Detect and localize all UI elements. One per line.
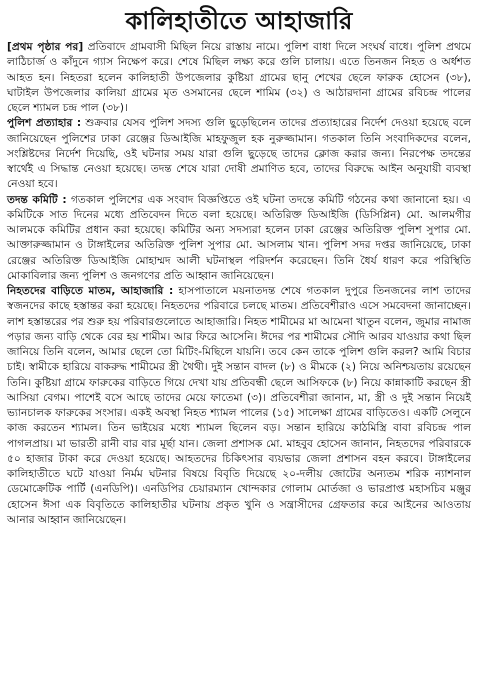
paragraph-mourning [7,284,471,528]
paragraph-text: হাসপাতালে ময়নাতদন্ত শেষে গতকাল দুপুরে তিনজনের লাশ তাদের স্বজনদের কাছে হস্তান্তর করা হয়েছে। নিহতদের পরিবারে চলছে মাতম। প্রতিবেশীরাও এসে সমবেদনা জানাচ্ছেন। লাশ হস্তান্তরের পর শুরু হয় পরিবারগুলোতে আহাজারি। নিহত শামীমের মা আমেনা খাতুন বলেন, জুমার নামাজ পড়ার জন্য বাড়ি থেকে বের হয় শামীম। আর ফিরে আসেনি। ঈদের পর শামীমের সৌদি আরব যাওয়ার কথা ছিল জানিয়ে তিনি বলেন, আমার ছেলে তো মিটিং-মিছিলে যায়নি। তবে কেন তাকে পুলিশ গুলি করল? আমি বিচার চাই। স্বামীকে হারিয়ে বাকরুদ্ধ শামীমের স্ত্রী থৈথী। দুই সন্তান বাদল (৮) ও মীমকে (২) নিয়ে অনিশ্চয়তায় রয়েছেন তিনি। কুষ্টিয়া গ্রামে ফারুকের বাড়িতে গিয়ে দেখা যায় প্রতিবন্ধী ছেলে আসিফকে (৮) নিয়ে কান্নাকাটি করছেন স্ত্রী আসিয়া বেগম। পাশেই বসে আছে তাদের মেয়ে ফাতেমা (৩)। প্রতিবেশীরা জানান, মা, স্ত্রী ও দুই সন্তান নিয়েই ভ্যানচালক ফারুকের সংসার। একই অবস্থা নিহত শ্যামল পালের (১৫) সালেক্ষা গ্রামের বাড়িতেও। একটি সেলুনে কাজ করতেন শ্যামল। তিন ভাইয়ের মধ্যে শ্যামল ছিলেন বড়। সন্তান হারিয়ে কাঠমিস্ত্রি বাবা রবিচন্দ্র পাল পাগলপ্রায়। মা ভারতী রানী বার বার মূর্ছা যান। জেলা প্রশাসক মো. মাহবুব হোসেন জানান, নিহতদের পরিবারকে ৫০ হাজার টাকা করে দেওয়া হয়েছে। আহতদের চিকিৎসার ব্যয়ভার জেলা প্রশাসন বহন করবে। টাঙ্গাইলের কালিহাতীতে ঘটে যাওয়া নির্মম ঘটনার বিষয়ে বিবৃতি দিয়েছে ২০-দলীয় জোটের অন্যতম শরিক ন্যাশনাল ডেমোক্রেটিক পার্টি (এনডিপি)। এনডিপির চেয়ারম্যান খোন্দকার গোলাম মোর্তজা ও ভারপ্রাপ্ত মহাসচিব মঞ্জুর হোসেন ঈসা এক বিবৃতিতে কালিহাতীর ঘটনায় প্রকৃত খুনি ও সন্ত্রাসীদের গ্রেফতার করে আইনের আওতায় আনার আহ্বান জানিয়েছেন। [7,285,471,526]
paragraph-investigation-committee [7,193,471,285]
subheading-mourning: নিহতদের বাড়িতে মাতম, আহাজারি : [7,285,174,297]
paragraph-lead: [প্রথম পৃষ্ঠার পর] [7,41,84,53]
subheading-police-withdrawal: পুলিশ প্রত্যাহার : [7,117,82,130]
article-body [7,40,471,528]
paragraph-police-withdrawal [7,116,471,192]
paragraph-text: গতকাল পুলিশের এক সংবাদ বিজ্ঞপ্তিতে ওই ঘটনা তদন্তে কমিটি গঠনের কথা জানানো হয়। এ কমিটিকে সাত দিনের মধ্যে প্রতিবেদন দিতে বলা হয়েছে। অতিরিক্ত ডিআইজি (ডিসিপ্লিন) মো. আলমগীর আলমকে কমিটির প্রধান করা হয়েছে। কমিটির অন্য সদস্যরা হলেন ঢাকা রেঞ্জের অতিরিক্ত পুলিশ সুপার মো. আক্তারুজ্জামান ও টাঙ্গাইলের অতিরিক্ত পুলিশ সুপার মো. আসলাম খান। পুলিশ সদর দপ্তর জানিয়েছে, ঢাকা রেঞ্জের অতিরিক্ত ডিআইজি মোহাম্মদ আলী ঘটনাস্থল পরিদর্শন করেছেন। তিনি ধৈর্য ধারণ করে পরিস্থিতি মোকাবিলার জন্য পুলিশ ও জনগণের প্রতি আহ্বান জানিয়েছেন। [7,193,471,282]
paragraph-text: শুক্রবার যেসব পুলিশ সদস্য গুলি ছুড়েছিলেন তাদের প্রত্যাহারের নির্দেশ দেওয়া হয়েছে বলে জানিয়েছেন পুলিশের ঢাকা রেঞ্জের ডিআইজি মাহফুজুল হক নুরুজ্জামান। গতকাল তিনি সংবাদিকদের বলেন, সংশ্লিষ্টদের নির্দেশ দিয়েছি, ওই ঘটনার সময় যারা গুলি ছুড়েছে তাদের ক্লোজ করার জন্য। নিরপেক্ষ তদন্তের স্বার্থেই এ সিদ্ধান্ত নেওয়া হয়েছে। তদন্ত শেষে যারা দোষী প্রমাণিত হবে, তাদের বিরুদ্ধে আইন অনুযায়ী ব্যবস্থা নেওয়া হবে। [7,117,472,191]
headline: কালিহাতীতে আহাজারি [125,7,353,35]
paragraph-text: প্রতিবাদে গ্রামবাসী মিছিল নিয়ে রাস্তায় নামে। পুলিশ বাধা দিলে সংঘর্ষ বাধে। পুলিশ প্রথমে লাঠিচার্জ ও কাঁদুনে গ্যাস নিক্ষেপ করে। শেষে মিছিল লক্ষ্য করে গুলি চালায়। এতে তিনজন নিহত ও অর্ধশত আহত হন। নিহতরা হলেন কালিহাতী উপজেলার কুষ্টিয়া গ্রামের ছানু শেখের ছেলে ফারুক হোসেন (৩৮), ঘাটাইল উপজেলার কালিয়া গ্রামের মৃত ওসমানের ছেলে শামিম (৩২) ও আঠারদানা গ্রামের রবিচন্দ্র পালের ছেলে শ্যামল চন্দ্র পাল (৩৮)। [7,41,471,114]
paragraph-intro [7,40,471,116]
subheading-investigation-committee: তদন্ত কমিটি : [7,193,67,206]
